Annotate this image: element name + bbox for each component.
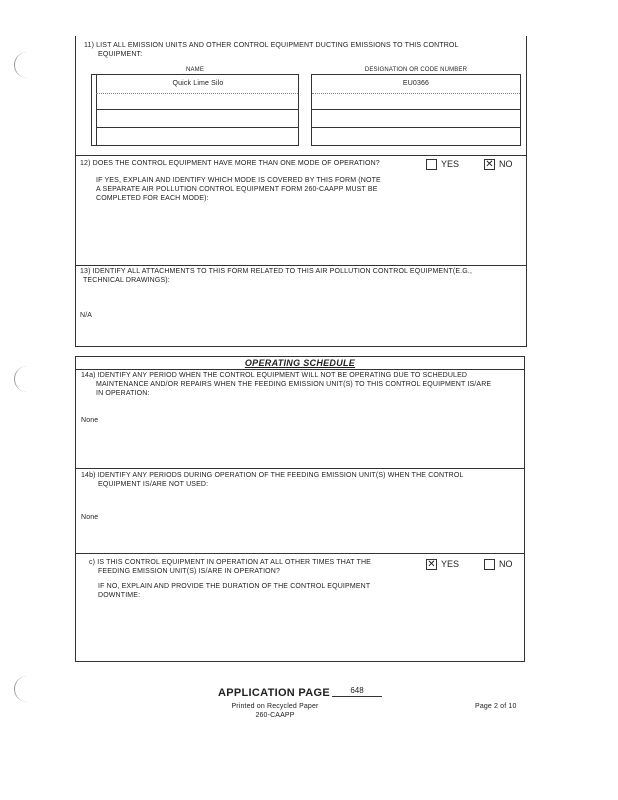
q11-row4-designation[interactable] — [316, 131, 516, 140]
q14c-yes-label: YES — [441, 559, 460, 569]
q13-answer[interactable]: N/A — [80, 312, 93, 319]
q14c-no-label: NO — [499, 559, 513, 569]
operating-schedule-title: OPERATING SCHEDULE — [244, 358, 356, 368]
q11-row3-designation[interactable] — [316, 112, 516, 121]
q12-yes-label: YES — [441, 159, 460, 169]
q12-instruction-line3: COMPLETED FOR EACH MODE): — [96, 195, 209, 202]
q14b-answer[interactable]: None — [81, 514, 99, 521]
application-page-label: APPLICATION PAGE — [218, 687, 330, 699]
binder-hole-mark-top — [14, 52, 29, 78]
q14c-explanation-area[interactable] — [96, 603, 516, 653]
q12-instruction-line2: A SEPARATE AIR POLLUTION CONTROL EQUIPMENT FORM 260-CAAPP MUST BE — [96, 186, 378, 193]
q11-col-designation-header: DESIGNATION OR CODE NUMBER — [364, 67, 468, 73]
q11-row1-designation[interactable]: EU0366 — [402, 80, 430, 87]
binder-hole-mark-bottom — [14, 676, 29, 702]
q14a-line2: MAINTENANCE AND/OR REPAIRS WHEN THE FEEDING EMISSION UNIT(S) TO THIS CONTROL EQUIPMENT IS/ARE — [96, 381, 492, 388]
q11-name-row-divider — [96, 127, 298, 128]
q14a-answer[interactable]: None — [81, 417, 99, 424]
q11-row2-name[interactable] — [100, 95, 296, 104]
q12-top-rule — [76, 155, 526, 156]
binder-hole-mark-middle — [14, 366, 29, 392]
q11-col-name-header: NAME — [186, 67, 204, 73]
q12-instruction-line1: IF YES, EXPLAIN AND IDENTIFY WHICH MODE IS COVERED BY THIS FORM (NOTE — [96, 177, 381, 184]
q11-name-table — [91, 74, 299, 146]
q14c-yes-checkbox[interactable]: ✕ — [427, 559, 436, 570]
q14b-line1: 14b) IDENTIFY ANY PERIODS DURING OPERATION OF THE FEEDING EMISSION UNIT(S) WHEN THE CONTROL — [81, 472, 464, 479]
q11-name-row-divider — [96, 93, 298, 94]
q11-designation-row-divider — [312, 127, 520, 128]
q11-row4-name[interactable] — [100, 131, 296, 140]
upper-form-section — [75, 36, 527, 347]
operating-schedule-section — [75, 356, 525, 662]
q13-label-cont: TECHNICAL DRAWINGS): — [83, 277, 170, 284]
q11-name-table-inner-rule — [96, 75, 97, 145]
q13-label: 13) IDENTIFY ALL ATTACHMENTS TO THIS FORM RELATED TO THIS AIR POLLUTION CONTROL EQUIPMENT(E.G., — [80, 268, 473, 275]
q14b-top-rule — [76, 468, 524, 469]
q12-explanation-area[interactable] — [96, 206, 516, 261]
q14c-instruction-line1: IF NO, EXPLAIN AND PROVIDE THE DURATION OF THE CONTROL EQUIPMENT — [98, 583, 371, 590]
q14c-line1: c) IS THIS CONTROL EQUIPMENT IN OPERATION AT ALL OTHER TIMES THAT THE — [89, 559, 371, 566]
printed-on-recycled-paper: Printed on Recycled Paper — [231, 703, 319, 710]
q14a-line1: 14a) IDENTIFY ANY PERIOD WHEN THE CONTROL EQUIPMENT WILL NOT BE OPERATING DUE TO SCHEDULED — [81, 372, 468, 379]
q12-yes-checkbox[interactable] — [426, 159, 437, 170]
q14c-top-rule — [76, 553, 524, 554]
page-of-total: Page 2 of 10 — [475, 703, 517, 710]
q12-no-checkbox[interactable]: ✕ — [485, 159, 494, 170]
q11-label-cont: EQUIPMENT: — [98, 51, 143, 58]
q14c-line2: FEEDING EMISSION UNIT(S) IS/ARE IN OPERATION? — [98, 568, 281, 575]
q11-designation-table — [311, 74, 521, 146]
q11-row2-designation[interactable] — [316, 95, 516, 104]
operating-schedule-title-rule — [76, 369, 524, 370]
q11-row1-name[interactable]: Quick Lime Silo — [172, 80, 224, 87]
q12-label: 12) DOES THE CONTROL EQUIPMENT HAVE MORE THAN ONE MODE OF OPERATION? — [80, 160, 380, 167]
q11-name-row-divider — [96, 109, 298, 110]
application-page-number[interactable]: 648 — [332, 686, 382, 697]
q14a-line3: IN OPERATION: — [96, 390, 150, 397]
q14b-line2: EQUIPMENT IS/ARE NOT USED: — [98, 481, 209, 488]
q11-row3-name[interactable] — [100, 112, 296, 121]
q13-top-rule — [76, 265, 526, 266]
q11-designation-row-divider — [312, 93, 520, 94]
q14c-instruction-line2: DOWNTIME: — [98, 592, 141, 599]
q12-no-label: NO — [499, 159, 513, 169]
q11-label: 11) LIST ALL EMISSION UNITS AND OTHER CONTROL EQUIPMENT DUCTING EMISSIONS TO THIS CONTROL — [84, 42, 459, 49]
q11-designation-row-divider — [312, 109, 520, 110]
q14c-no-checkbox[interactable] — [484, 559, 495, 570]
form-number: 260-CAAPP — [255, 712, 295, 719]
